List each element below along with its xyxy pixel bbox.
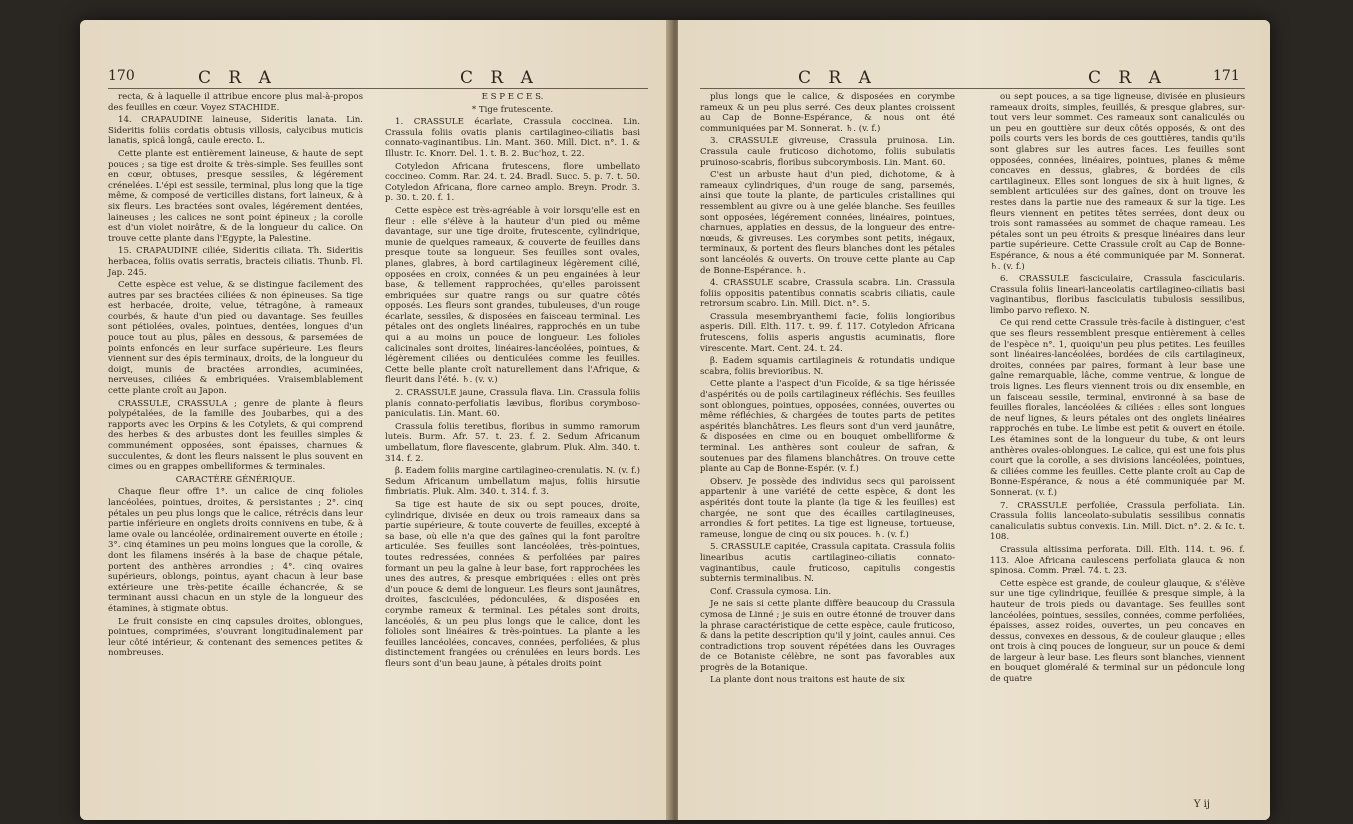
paragraph: 4. CRASSULE scabre, Crassula scabra. Lin. Crassula foliis oppositis patentibus connatis scabris ciliatis, caule retrorsum scabro. Lin. Mill. Dict. n°. 5. <box>700 278 955 310</box>
paragraph: Crassula mesembryanthemi facie, foliis longioribus asperis. Dill. Elth. 117. t. 99. f. 117. Cotyledon Africana frutescens, foliis asperis angustis acuminatis, flore virescente. Mart. Cent. 24. t. 24. <box>700 311 955 354</box>
paragraph: 15. CRAPAUDINE ciliée, Sideritis ciliata. Th. Sideritis herbacea, foliis ovatis serratis, bracteis ciliatis. Thunb. Fl. Jap. 245. <box>108 246 363 278</box>
paragraph: recta, & à laquelle il attribue encore plus mal-à-propos des feuilles en cœur. Voyez STACHIDE. <box>108 92 363 113</box>
paragraph: Je ne sais si cette plante diffère beaucoup du Crassula cymosa de Linné ; je suis en outre étonné de trouver dans la phrase caractéristique de cette espèce, caule fruticoso, & dans la petite description qu'il y joint, caules annui. Ces contradictions trop souvent répétées dans les Ouvrages de ce Botaniste célèbre, ne sont pas favorables aux progrès de la Botanique. <box>700 599 955 673</box>
paragraph: Crassula foliis teretibus, floribus in summo ramorum luteis. Burm. Afr. 57. t. 23. f. 2. Sedum Africanum umbellatum, flore flavescente, glabrum. Pluk. Alm. 340. t. 314. f. 2. <box>385 421 640 464</box>
paragraph: C'est un arbuste haut d'un pied, dichotome, & à rameaux cylindriques, d'un rouge de sang, parsemés, ainsi que toute la plante, de particules cristallines qui ressemblent au givre ou à une gelée blanche. Ses feuilles sont opposées, légérement connées, linéaires, pointues, charnues, applaties en dessus, de la longueur des entre-nœuds, & givreuses. Les corymbes sont petits, inégaux, terminaux, & portent des fleurs blanches dont les pétales sont lancéolés & ouverts. On trouve cette plante au Cap de Bonne-Espérance. ♄. <box>700 170 955 276</box>
paragraph: 2. CRASSULE jaune, Crassula flava. Lin. Crassula foliis planis connato-perfoliatis lævibus, floribus corymboso-paniculatis. Lin. Mant. 60. <box>385 388 640 420</box>
running-head-left-1: C R A <box>198 68 277 88</box>
paragraph: Le fruit consiste en cinq capsules droites, oblongues, pointues, comprimées, s'ouvrant longitudinalement par leur côté intérieur, & contenant des semences petites & nombreuses. <box>108 616 363 659</box>
running-head-right-2: C R A <box>1088 68 1167 88</box>
right-column-2 <box>990 92 1245 687</box>
paragraph: β. Eadem foliis margine cartilagineo-crenulatis. N. (v. f.) Sedum Africanum umbellatum majus, foliis hirsutie fimbriatis. Pluk. Alm. 340. t. 314. f. 3. <box>385 466 640 498</box>
paragraph: Conf. Crassula cymosa. Lin. <box>710 586 832 597</box>
paragraph: Cette espèce est très-agréable à voir lorsqu'elle est en fleur : elle s'élève à la hauteur d'un pied ou même davantage, sur une tige droite, frutescente, cylindrique, munie de quelques rameaux, & couverte de feuilles dans presque toute sa longueur. Ses feuilles sont ovales, planes, glabres, à bord cartilagineux légèrement cilié, opposées en croix, connées & un peu engainées à leur base, & tellement rapprochées, qu'elles paroissent embriquées sur quatre rangs ou sur quatre côtés opposés. Les fleurs sont grandes, tubuleuses, d'un rouge écarlate, sessiles, & disposées en faisceau terminal. Les pétales ont des onglets linéaires, rapprochés en un tube qui a au moins un pouce de longueur. Les folioles calicinales sont droites, linéaires-lancéolées, pointues, & légèrement ciliées ou denticulées comme les feuilles. Cette belle plante croît naturellement dans l'Afrique, & fleurit dans l'été. ♄. (v. v.) <box>385 205 640 386</box>
running-head-right-1: C R A <box>798 68 877 88</box>
paragraph: Crassula altissima perforata. Dill. Elth. 114. t. 96. f. 113. Aloe Africana caulescens perfoliata glauca & non spinosa. Comm. Præl. 74. t. 23. <box>990 544 1245 577</box>
header-rule <box>700 88 1245 89</box>
paragraph: 3. CRASSULE givreuse, Crassula pruinosa. Lin. Crassula caule fruticoso dichotomo, foliis subulatis pruinoso-scabris, floribus subcorymbosis. Lin. Mant. 60. <box>700 136 955 168</box>
paragraph: CRASSULE, CRASSULA ; genre de plante à fleurs polypétalées, de la famille des Joubarbes, qui a des rapports avec les Orpins & les Cotylets, & qui comprend des herbes & des arbustes dont les feuilles simples & communément opposées, sont épaisses, charnues & succulentes, & dont les fleurs naissent le plus souvent en cimes ou en grappes ombelliformes & terminales. <box>108 398 363 473</box>
paragraph: Cette espèce est velue, & se distingue facilement des autres par ses bractées ciliées & non épineuses. Sa tige est herbacée, droite, velue, tétragône, à rameaux courbés, & haute d'un pied ou davantage. Ses feuilles sont pétiolées, ovales, pointues, dentées, longues d'un pouce tout au plus, pâles en dessous, & parsemées de points enfoncés en leur surface supérieure. Les fleurs viennent sur des épis terminaux, droits, de la longueur du doigt, munis de bractées arrondies, acuminées, nerveuses, ciliées & embriquées. Vraisemblablement cette plante croît au Japon. <box>108 280 363 397</box>
paragraph: La plante dont nous traitons est haute de six <box>710 675 905 686</box>
paragraph: Cette plante est entièrement laineuse, & haute de sept pouces ; sa tige est droite & très-simple. Ses feuilles sont en cœur, obtuses, presque sessiles, & légérement crénelées. L'épi est sessile, terminal, plus long que la tige même, & composé de verticilles distans, fort laineux, & à six fleurs. Les bractées sont ovales, légérement dentées, laineuses ; les calices ne sont point épineux ; la corolle est d'un violet noirâtre, & de la longueur du calice. On trouve cette plante dans l'Egypte, la Palestine. <box>108 148 363 244</box>
paragraph: Sa tige est haute de six ou sept pouces, droite, cylindrique, divisée en deux ou trois rameaux dans sa partie supérieure, & toute couverte de feuilles, excepté à sa base, où elle n'a que des gaînes qui la font paroître articulée. Ses feuilles sont lancéolées, très-pointues, toutes redressées, connées & perfoliées par paires formant un peu la gaîne à leur base, fort rapprochées les unes des autres, & presque embriquées : elles ont près d'un pouce & demi de longueur. Les fleurs sont jaunâtres, droites, fasciculées, pédonculées, & disposées en corymbe rameux & terminal. Les pétales sont droits, lancéolés, & un peu plus longs que le calice, dont les folioles sont linéaires & très-pointues. La plante a les feuilles lancéolées, concaves, connées, perfoliées, & plus distinctement frangées ou crénulées en leurs bords. Les fleurs sont d'un beau jaune, à pétales droits point <box>385 499 640 669</box>
paragraph: Cette plante a l'aspect d'un Ficoïde, & sa tige hérissée d'aspérités ou de poils cartilagineux réfléchis. Ses feuilles sont oblongues, pointues, opposées, connées, ouvertes ou même réfléchies, & chargées de toutes parts de petites aspérités blanchâtres. Les fleurs sont d'un verd jaunâtre, & disposées en cime ou en bouquet ombelliforme & terminal. Les anthères sont couleur de safran, & soutenues par des filamens blanchâtres. On trouve cette plante au Cap de Bonne-Espér. (v. f.) <box>700 379 955 475</box>
paragraph: * Tige frutescente. <box>471 104 554 115</box>
running-head-left-2: C R A <box>460 68 539 88</box>
paragraph: Ce qui rend cette Crassule très-facile à distinguer, c'est que ses fleurs ressemblent presque entièrement à celles de l'espèce n°. 1, quoiqu'un peu plus petites. Les feuilles sont linéaires-lancéolées, bordées de cils cartilagineux, droites, connées par paires, formant à leur base une gaîne remarquable, lâche, comme ventrue, & longue de trois lignes. Les fleurs viennent trois ou dix ensemble, en un faisceau sessile, terminal, environné à sa base de feuilles florales, lancéolées & ciliées : elles sont longues de neuf lignes, & leurs pétales ont des onglets linéaires rapprochés en tube. Le limbe est petit & ouvert en étoile. Les étamines sont de la longueur du tube, & ont leurs anthères ovales-oblongues. Le calice, qui est une fois plus court que la corolle, a ses divisions lancéolées, pointues, & ciliées comme les feuilles. Cette plante croît au Cap de Bonne-Espérance, & nous a été communiquée par M. Sonnerat. (v. f.) <box>990 318 1245 498</box>
paragraph: Cette espèce est grande, de couleur glauque, & s'élève sur une tige cylindrique, feuillée & presque simple, à la hauteur de trois pieds ou davantage. Ses feuilles sont lancéolées, pointues, sessiles, connées, comme perfoliées, épaisses, assez roides, ouvertes, un peu concaves en dessus, convexes en dessous, & de couleur glauque ; elles ont trois à cinq pouces de longueur, sur un pouce & demi de largeur à leur base. Les fleurs sont blanches, viennent en bouquet gloméralé & terminal sur un pédoncule long de quatre <box>990 578 1245 685</box>
header-rule <box>108 88 648 89</box>
left-column-2 <box>385 92 640 671</box>
left-page <box>80 20 672 820</box>
right-column-1 <box>700 92 955 688</box>
paragraph: ou sept pouces, a sa tige ligneuse, divisée en plusieurs rameaux droits, simples, feuillés, & presque glabres, sur-tout vers leur sommet. Ces rameaux sont canaliculés ou un peu en gouttière sur deux côtés opposés, & ont des poils courts vers les bords de ces gouttières, tandis qu'ils sont glabres sur les autres faces. Les feuilles sont opposées, connées, linéaires, pointues, planes & même concaves en dessus, glabres, & bordées de cils cartilagineux. Elles sont longues de six à huit lignes, & semblent articulées sur des gaînes, dont on trouve les restes dans la partie nue des rameaux & sur la tige. Les fleurs viennent en petites têtes serrées, dont deux ou trois sont ramassées au sommet de chaque rameau. Les pétales sont un peu étroits & presque linéaires dans leur partie supérieure. Cette Crassule croît au Cap de Bonne-Espérance, & nous a été communiquée par M. Sonnerat. ♄. (v. f.) <box>990 92 1245 272</box>
page-number-left: 170 <box>108 68 135 84</box>
page-number-right: 171 <box>1213 68 1240 84</box>
paragraph: plus longs que le calice, & disposées en corymbe rameux & un peu plus serré. Ces deux plantes croissent au Cap de Bonne-Espérance, & nous ont été communiquées par M. Sonnerat. ♄. (v. f.) <box>700 92 955 134</box>
paragraph: CARACTÈRE GÉNÉRIQUE. <box>175 474 296 485</box>
paragraph: 6. CRASSULE fasciculaire, Crassula fascicularis. Crassula foliis lineari-lanceolatis cartilagineo-ciliatis basi vaginantibus, floribus fasciculatis tubulosis sessilibus, limbo parvo reflexo. N. <box>990 274 1245 316</box>
paragraph: 1. CRASSULE écarlate, Crassula coccinea. Lin. Crassula foliis ovatis planis cartilagineo-ciliatis basi connato-vaginantibus. Lin. Mant. 360. Mill. Dict. n°. 1. & Illustr. Ic. Knorr. Del. 1. t. B. 2. Buc'hoz, t. 22. <box>385 117 640 159</box>
paragraph: 5. CRASSULE capitée, Crassula capitata. Crassula foliis linearibus acutis cartilagineo-ciliatis connato-vaginantibus, caule fruticoso, capitulis congestis subternis terminalibus. N. <box>700 542 955 585</box>
paragraph: E S P E C E S. <box>481 92 544 102</box>
left-column-1 <box>108 92 363 661</box>
paragraph: Chaque fleur offre 1°. un calice de cinq folioles lancéolées, pointues, droites, & persistantes ; 2°. cinq pétales un peu plus longs que le calice, rétrécis dans leur partie inférieure en onglets droits connivens en tube, & à lame ovale ou lancéolée, ordinairement ouverte en étoile ; 3°. cinq étamines un peu moins longues que la corolle, & dont les filamens insérés à la base de chaque pétale, portent des anthères arrondies ; 4°. cinq ovaires supérieurs, oblongs, pointus, ayant chacun à leur base extérieure une très-petite écaille échancrée, & se terminant aussi chacun en un style de la longueur des étamines, à stigmate obtus. <box>108 487 363 614</box>
paragraph: β. Eadem squamis cartilagineis & rotundatis undique scabra, foliis brevioribus. N. <box>700 356 955 377</box>
paragraph: 7. CRASSULE perfoliée, Crassula perfoliata. Lin. Crassula foliis lanceolato-subulatis sessilibus connatis canaliculatis subtus convexis. Lin. Mill. Dict. n°. 2. & Ic. t. 108. <box>990 500 1245 543</box>
signature-mark: Y ij <box>1193 799 1210 810</box>
paragraph: Observ. Je possède des individus secs qui paroissent appartenir à une variété de cette espèce, & dont les aspérités dont toute la plante (la tige & les feuilles) est chargée, ne sont que des écailles cartilagineuses, arrondies & fort petites. La tige est ligneuse, tortueuse, rameuse, longue de cinq ou six pouces. ♄. (v. f.) <box>700 476 955 540</box>
right-page <box>678 20 1270 820</box>
paragraph: Cotyledon Africana frutescens, flore umbellato coccineo. Comm. Rar. 24. t. 24. Bradl. Succ. 5. p. 7. t. 50. Cotyledon Africana, flore carneo amplo. Breyn. Prodr. 3. p. 30. t. 20. f. 1. <box>385 161 640 204</box>
paragraph: 14. CRAPAUDINE laineuse, Sideritis lanata. Lin. Sideritis foliis cordatis obtusis villosis, calycibus muticis lanatis, spicâ longâ, caule erecto. L. <box>108 115 363 147</box>
book-spread <box>80 20 1270 820</box>
